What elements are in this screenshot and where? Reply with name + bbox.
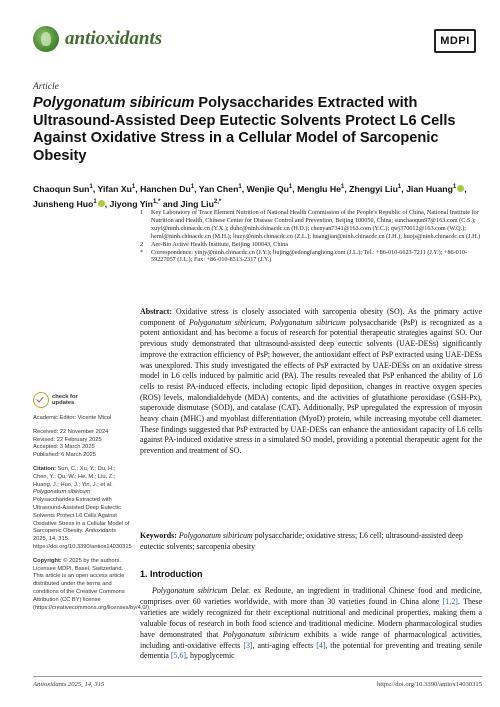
journal-name: antioxidants (65, 28, 163, 49)
antioxidants-leaf-logo-icon (33, 26, 59, 52)
intro-text: , anti-aging effects (252, 640, 317, 650)
intro-text: . These varieties are widely recognized for their exceptional nutritional and medicinal properties, making them a valuable focus of research in both food science and traditional medicine. Modern pharmacological studies have demonstrated that (140, 596, 482, 639)
citation-journal: Antioxidants (85, 528, 117, 535)
affiliation-mark: 1 (140, 209, 144, 216)
article-title (33, 95, 481, 165)
intro-text: exhibits a wide range of pharmacological activities, including anti-oxidative effects (140, 629, 483, 650)
title-rest: Polysaccharides Extracted with Ultrasound-Assisted Deep Eutectic Solvents Protect L6 Cells Against Oxidative Stress in a Cellular Model of Sarcopenic Obesity (33, 95, 456, 164)
citation (33, 466, 131, 552)
author-affiliation-sup: 1 (397, 184, 402, 190)
author-separator: , (344, 183, 350, 194)
citation-label: Citation: (33, 465, 57, 472)
footer-journal-citation: Antioxidants 2025, 14, 315 (33, 681, 105, 688)
date-revised: Revised: 22 February 2025 (33, 436, 102, 443)
author-affiliation-sup: 1 (93, 199, 97, 206)
author-separator: , (241, 183, 247, 194)
reference-link[interactable]: [3] (243, 640, 253, 650)
intro-text: Delar. ex Redoute, an ingredient in traditional Chinese food and medicine, comprises over 60 varieties worldwide, with more than 30 varieties found in China alone (140, 586, 482, 606)
author-name: Menglu He (297, 183, 341, 194)
author-name: Hanchen Du (140, 183, 191, 194)
check-for-updates-button[interactable] (33, 392, 131, 408)
check-updates-label (52, 394, 78, 407)
check-updates-icon (33, 392, 49, 408)
author-separator: , (135, 183, 141, 194)
author-affiliation-sup: 1 (238, 184, 242, 190)
intro-species: Polygonatum sibiricum (152, 586, 228, 595)
date-received: Received: 22 November 2024 (33, 428, 109, 435)
check-updates-line-1: check for (52, 393, 78, 400)
copyright-text: © 2025 by the authors. Licensee MDPI, Basel, Switzerland. This article is an open access article distributed under the terms and conditions of the Creative Commons Attribution (CC BY) license (https://creativecommons.org/licenses/by/4.0/). (33, 557, 151, 611)
author-name: Jian Huang (406, 183, 453, 194)
author-affiliation-sup: 1 (452, 184, 457, 190)
affiliation-mark: 2 (140, 240, 144, 248)
citation-doi[interactable]: 2025, 14, 315. https://doi.org/10.3390/antiox14030315 (33, 536, 132, 550)
affiliation-text: Key Laboratory of Trace Element Nutrition of National Health Commission of the People's Republic of China, National Institute for Nutrition and Health, Chinese Center for Disease Control and Prevention, Beijing 100050, China; sunchaoqun97@163.com (C.S.); xuyf@ninh.chinacdc.cn (Y.X.); duhc@ninh.chinacdc.cn (H.D.); chenyan7341@163.com (Y.C.); qwj370612@163.com (W.Q.); heml@ninh.chinacdc.cn (M.H.); liuzy@ninh.chinacdc.cn (Z.L.); huangjian@ninh.chinacdc.cn (J.H.); huojs@ninh.chinacdc.cn (J.H.) (151, 209, 481, 240)
author-name: Jiyong Yin (109, 199, 153, 210)
author-affiliation-sup: 1 (340, 184, 345, 190)
author-affiliation-sup: 1,* (152, 199, 161, 206)
author-affiliation-sup: 2,* (213, 199, 222, 206)
intro-text: , hypoglycemic (186, 651, 235, 661)
intro-text: , the potential for preventing and treating senile dementia (140, 640, 483, 661)
author-separator: , (292, 183, 298, 194)
citation-authors: Sun, C.; Xu, Y.; Du, H.; Chen, Y.; Qu, W.; He, M.; Liu, Z.; Huang, J.; Huo, J.; Yin, J.; et al. (33, 465, 116, 488)
author-affiliation-sup: 1 (131, 184, 136, 190)
date-published: Published: 6 March 2025 (33, 452, 96, 459)
affiliation-mark: * (140, 248, 144, 256)
affiliations (140, 209, 482, 264)
author-name: Jing Liu (180, 199, 214, 210)
copyright (33, 557, 151, 613)
reference-link[interactable]: [5,6] (170, 651, 187, 661)
author-name: Yifan Xu (97, 183, 132, 194)
affiliation-text: Aer-Bio Active Health Institute, Beijing 100043, China (151, 240, 289, 248)
author-separator: , (104, 199, 110, 210)
section-heading-introduction: 1. Introduction (140, 569, 203, 579)
academic-editor: Academic Editor: Vicente Micol (33, 415, 112, 421)
keywords-text: polysaccharide; oxidative stress; L6 cell; ultrasound-assisted deep eutectic solvents; sarcopenia obesity (140, 531, 463, 551)
article-sidebar (33, 392, 151, 618)
orcid-icon[interactable] (98, 200, 105, 207)
correspondence (140, 249, 482, 265)
copyright-label: Copyright: (33, 557, 62, 564)
author-affiliation-sup: 1 (89, 184, 93, 190)
title-italic-species: Polygonatum sibiricum (33, 95, 195, 111)
abstract-species: Polygonatum sibiricum (188, 317, 265, 327)
mdpi-logo: MDPI (434, 29, 476, 53)
correspondence-text: Correspondence: yinjy@ninh.chinacdc.cn (J.Y.); liujing@edongfanghong.com (J.L.); Tel.: +86-010-6623-7211 (J.Y.); +86-010-59227057 (J.L.); Fax: +86-010-8313-2317 (J.Y.) (151, 248, 468, 264)
history-dates (33, 429, 131, 460)
author-separator: , (401, 183, 407, 194)
introduction-paragraph (140, 586, 482, 662)
author-separator: , (194, 183, 199, 194)
author-affiliation-sup: 1 (288, 184, 293, 190)
reference-link[interactable]: [1,2] (442, 596, 458, 606)
author-affiliation-sup: 1 (190, 184, 195, 190)
reference-link[interactable]: [4] (316, 640, 326, 650)
intro-species: Polygonatum sibiricum (222, 629, 300, 639)
author-separator: and (160, 199, 181, 210)
footer-doi-link[interactable]: https://doi.org/10.3390/antiox14030315 (376, 681, 482, 688)
author-separator: , (464, 183, 467, 194)
abstract-label: Abstract: (140, 307, 172, 316)
affiliation-2 (140, 241, 482, 249)
abstract-species: Polygonatum sibiricum (270, 317, 346, 327)
keywords-label: Keywords: (140, 531, 177, 540)
article-type: Article (33, 82, 59, 92)
journal-header (33, 26, 476, 60)
author-name: Junsheng Huo (33, 199, 94, 210)
keywords (140, 531, 482, 552)
keywords-species: Polygonatum sibiricum (178, 531, 253, 540)
affiliation-1 (140, 209, 482, 241)
author-name: Yan Chen (198, 183, 239, 194)
abstract-text: , (264, 317, 271, 327)
footer-divider (33, 676, 482, 677)
citation-species: Polygonatum sibiricum (33, 489, 91, 496)
author-separator: , (92, 183, 98, 194)
date-accepted: Accepted: 3 March 2025 (33, 444, 95, 451)
citation-title: Polysaccharides Extracted with Ultrasound-Assisted Deep Eutectic Solvents Protect L6 Cells Against Oxidative Stress in a Cellular Model of Sarcopenic Obesity. (33, 497, 130, 535)
author-name: Wenjie Qu (246, 183, 289, 194)
check-updates-line-2: updates (52, 400, 75, 406)
abstract-text: polysaccharide (PsP) is recognized as a potent antioxidant and has become a focus of research for potential therapeutic strategies against SO. Our previous study demonstrated that ultrasound-assisted deep eutectic solvents (UAE-DESs) significantly improve the extraction efficiency of PsP; however, the antioxidant effect of PsP extracted using UAE-DESs was unexplored. This study investigated the effects of PsP extracted by UAE-DESs on an oxidative stress model in L6 cells induced by palmitic acid (PA). The results revealed that PsP enhanced the ability of L6 cells to resist PA-induced effects, including ectopic lipid deposition, changes in reactive oxygen species (ROS) levels, malondialdehyde (MDA) contents, and the activities of glutathione peroxidase (GSH-Px), superoxide dismutase (SOD), and catalase (CAT). Additionally, PsP upregulated the expression of myosin heavy chain (MHC) and myoblast differentiation (MyoD) protein, while increasing myotube cell diameter. These findings suggested that PsP extracted by UAE-DESs can enhance the antioxidant capacity of L6 cells against PA-induced oxidative stress in a simulated SO model, providing a potential therapeutic agent for the prevention and treatment of SO. (140, 317, 482, 456)
author-name: Zhengyi Liu (349, 183, 398, 194)
author-name: Chaoqun Sun (33, 183, 90, 194)
abstract-text: Oxidative stress is closely associated with sarcopenia obesity (SO). As the primary active component of (140, 307, 482, 327)
abstract (140, 307, 482, 457)
author-list (33, 181, 481, 212)
